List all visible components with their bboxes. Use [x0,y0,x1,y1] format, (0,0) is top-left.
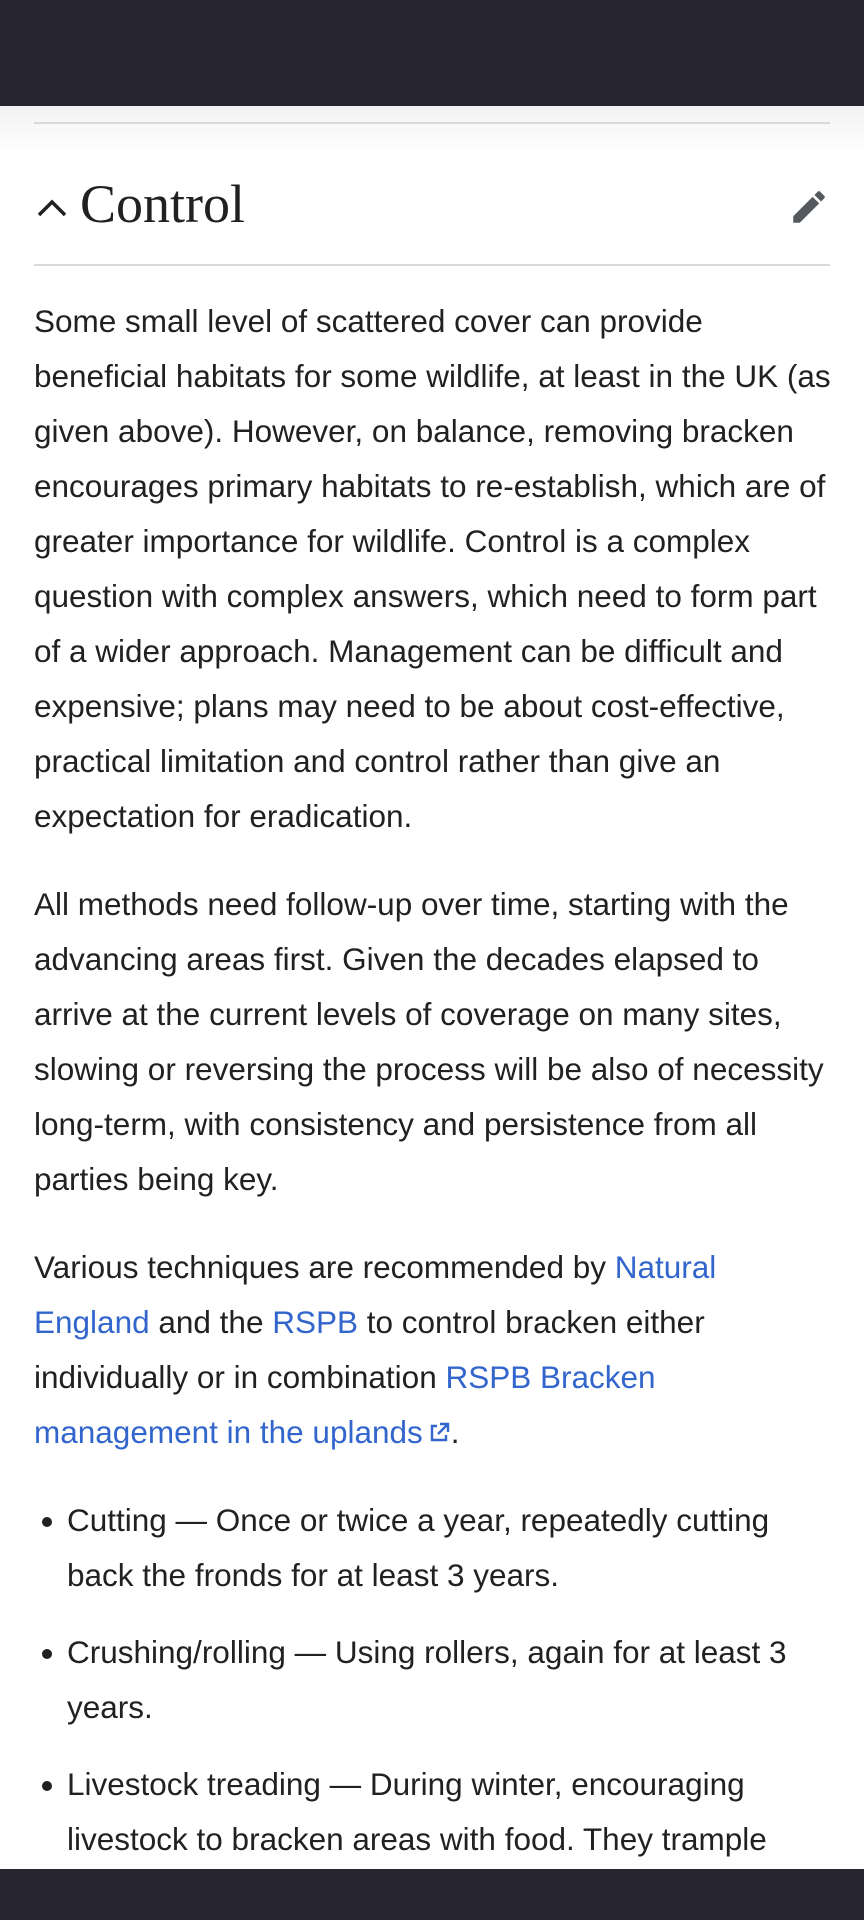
list-item: Cutting — Once or twice a year, repeatedly cutting back the fronds for at least 3 years. [67,1493,834,1603]
list-item: Crushing/rolling — Using rollers, again for at least 3 years. [67,1625,834,1735]
status-bar [0,0,864,106]
divider [34,122,830,124]
paragraph: Some small level of scattered cover can provide beneficial habitats for some wildlife, at least in the UK (as given above). However, on balance, removing bracken encourages primary habitats to re-establish, which are of greater importance for wildlife. Control is a complex question with complex answers, which need to form part of a wider approach. Management can be difficult and expensive; plans may need to be about cost-effective, practical limitation and control rather than give an expectation for eradication. [34,303,831,834]
paragraph: All methods need follow-up over time, starting with the advancing areas first. Given the decades elapsed to arrive at the current levels of coverage on many sites, slowing or reversing the process will be also of necessity long-term, with consistency and persistence from all parties being key. [34,886,824,1197]
link-text[interactable]: RSPB Bracken management in the uplands [34,1359,656,1450]
paragraph-text: to control bracken either individually or in combination [34,1304,705,1395]
header-shadow [0,106,864,156]
methods-list [34,1493,834,1867]
paragraph-text: and the [149,1304,273,1340]
paragraph [34,1240,834,1460]
list-item: Livestock treading — During winter, encouraging livestock to bracken areas with food. They trample [67,1757,834,1867]
external-link-icon [427,1421,451,1445]
link-natural-england[interactable]: Natural England [34,1249,717,1340]
link-rspb[interactable]: RSPB [272,1304,358,1340]
section-title: Control [80,174,246,234]
navigation-bar [0,1869,864,1920]
section-content [34,294,834,1889]
pencil-icon[interactable] [788,186,830,228]
paragraph-text: Various techniques are recommended by [34,1249,615,1285]
chevron-up-icon[interactable] [34,190,70,226]
paragraph-text: . [450,1414,460,1450]
section-heading[interactable] [34,160,830,266]
